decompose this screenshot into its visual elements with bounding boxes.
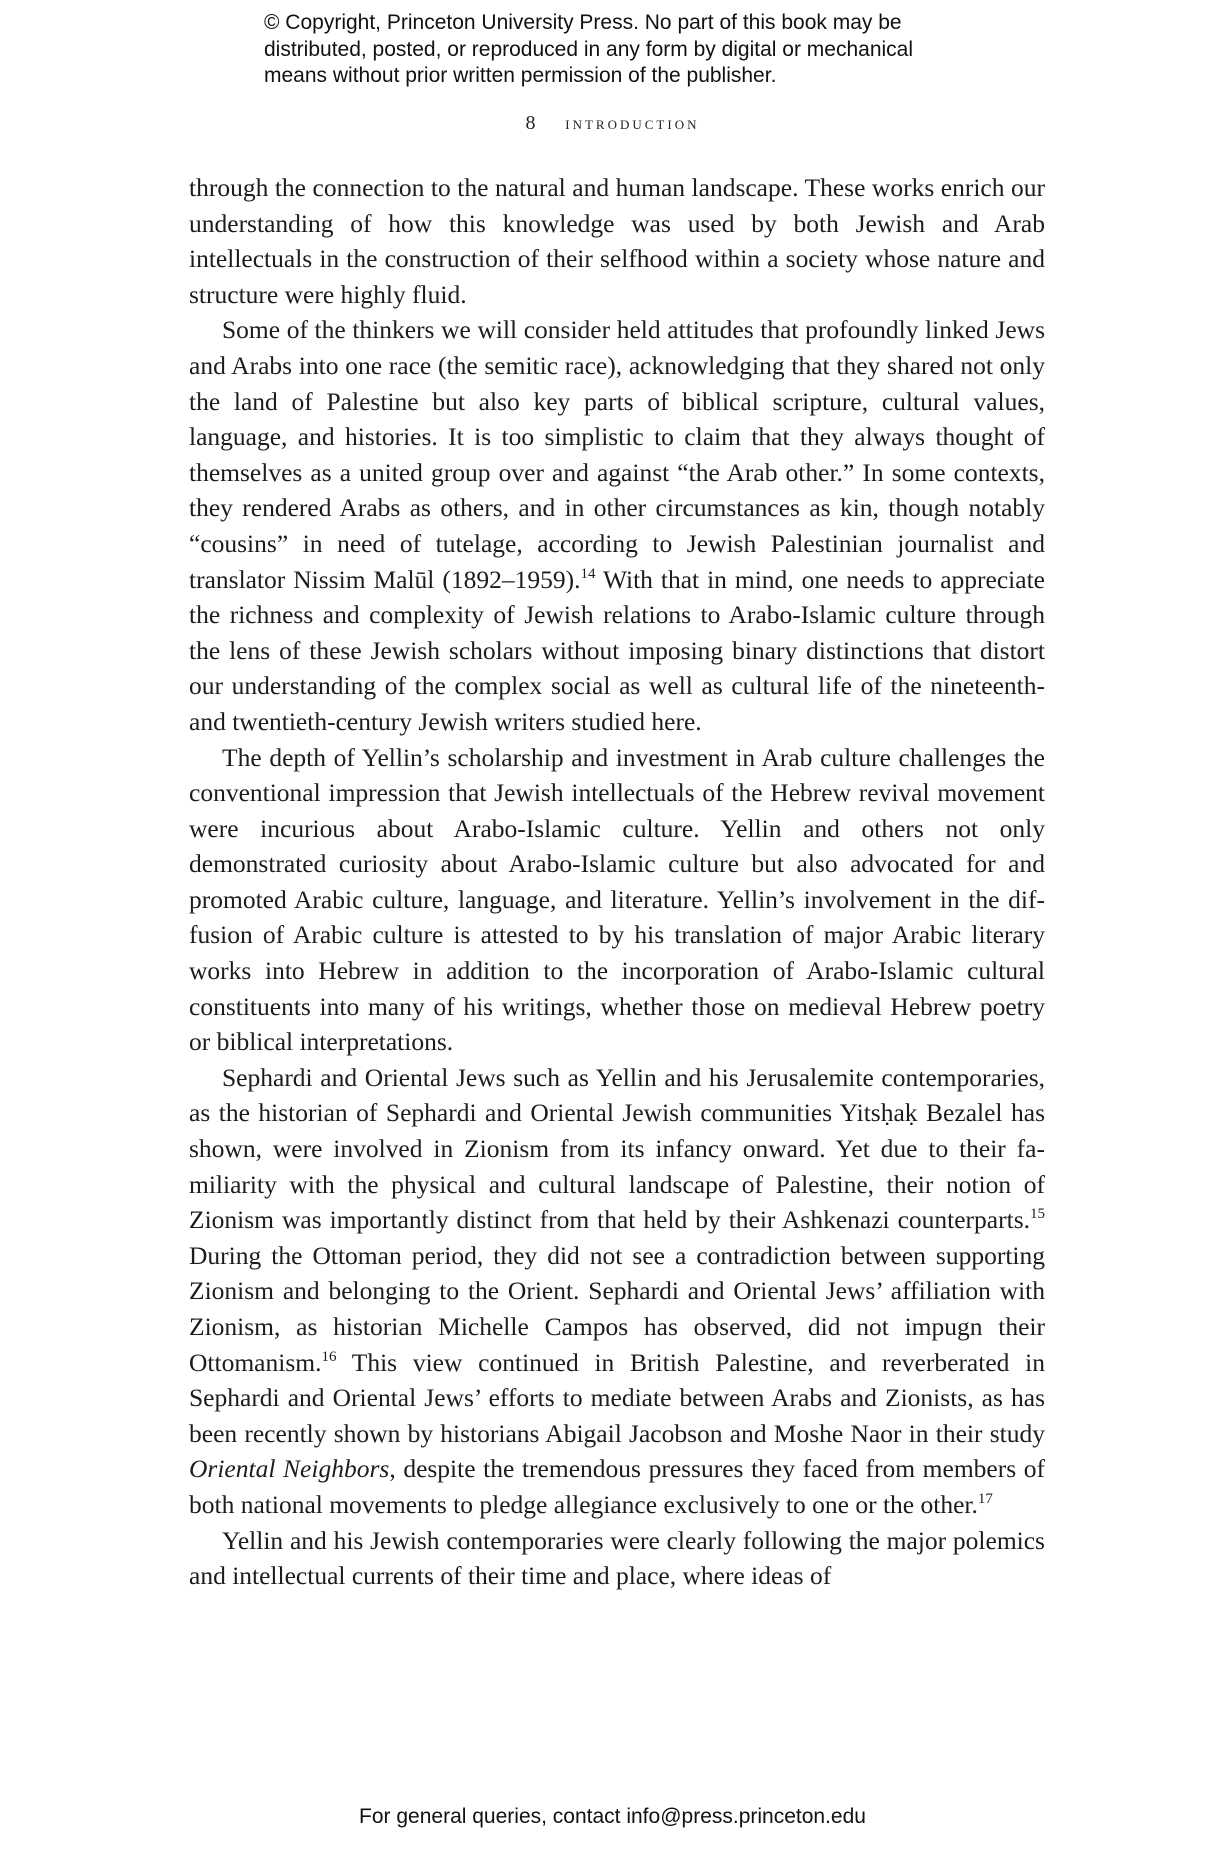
paragraph: through the connection to the natural and human landscape. These works enrich our understanding of how this knowledge was used by both Jewish and Arab intellectuals in the construction of their selfhood within a society whose nature and structure were highly fluid. [189, 173, 1045, 309]
text-run: Sephardi and Oriental Jews such as Yellin and his Jerusalemite contemporaries, as the historian of Sephardi and Oriental Jewish communities Yitsḥaḳ Bezalel has shown, were involved in Zionism from its infancy onward. Yet due to their familiarity with the physical and cultural landscape of Palestine, their notion of Zionism was importantly distinct from that held by their Ashkenazi counterparts. [189, 1062, 1045, 1235]
paragraph: Yellin and his Jewish contemporaries were clearly following the major polemics and intellectual currents of their time and place, where ideas of [189, 1525, 1045, 1591]
page-number: 8 [525, 112, 536, 134]
copyright-line: means without prior written permission of the publisher. [264, 64, 777, 87]
footnote-ref: 16 [321, 1348, 337, 1365]
footnote-ref: 15 [1030, 1206, 1045, 1223]
paragraph: The depth of Yellin’s scholarship and investment in Arab culture challenges the conventional impression that Jewish intellectuals of the Hebrew revival movement were incurious about Arabo-Islamic culture. Yellin and others not only demonstrated curiosity about Arabo-Islamic culture but also advocated for and promoted Arabic culture, language, and literature. Yellin’s involvement in the diffusion of Arabic culture is attested to by his translation of major Arabic literary works into Hebrew in addition to the incorporation of Arabo-Islamic cultural constituents into many of his writings, whether those on medieval Hebrew poetry or biblical interpretations. [189, 742, 1045, 1057]
text-run: This view continued in British Palestine, and reverberated in Sephardi and Oriental Jews’ efforts to mediate between Arabs and Zionists, as has been recently shown by historians Abigail Jacobson and Moshe Naor in their study [189, 1347, 1045, 1448]
running-head [0, 112, 1225, 135]
footnote-ref: 17 [977, 1490, 993, 1507]
text-run: Some of the thinkers we will consider held attitudes that profoundly linked Jews and Arabs into one race (the semitic race), acknowledging that they shared not only the land of Palestine but also key parts of biblical scripture, cultural values, language, and histories. It is too simplistic to claim that they always thought of themselves as a united group over and against “the Arab other.” In some contexts, they rendered Arabs as others, and in other circumstances as kin, though notably “cousins” in need of tutelage, according to Jewish Palestinian journalist and translator Nissim Malūl (1892–1959). [189, 315, 1045, 594]
chapter-title: introduction [565, 113, 700, 134]
book-title: Oriental Neighbors [189, 1454, 390, 1484]
text-run: With that in mind, one needs to appreciate the richness and complexity of Jewish relations to Arabo-Islamic culture through the lens of these Jewish scholars without imposing binary distinctions that distort our understanding of the complex social as well as cultural life of the nineteenth- and twentieth-century Jewish writers studied here. [189, 564, 1045, 736]
copyright-line: distributed, posted, or reproduced in any form by digital or mechanical [264, 37, 914, 61]
body-text [189, 170, 1045, 1594]
copyright-line: © Copyright, Princeton University Press. No part of this book may be [264, 11, 902, 34]
copyright-notice [264, 10, 1024, 90]
paragraph [189, 312, 1045, 739]
footnote-ref: 14 [580, 565, 596, 582]
paragraph [189, 1060, 1045, 1523]
text-run: , despite the tremendous pressures they faced from members of both national movements to pledge allegiance exclusively to one or the other. [189, 1454, 1046, 1519]
footer-contact: For general queries, contact info@press.princeton.edu [359, 1805, 866, 1828]
text-run: During the Ottoman period, they did not see a contradiction between supporting Zionism and belonging to the Orient. Sephardi and Oriental Jews’ affiliation with Zionism, as historian Michelle Campos has observed, did not impugn their Ottomanism. [189, 1240, 1045, 1377]
